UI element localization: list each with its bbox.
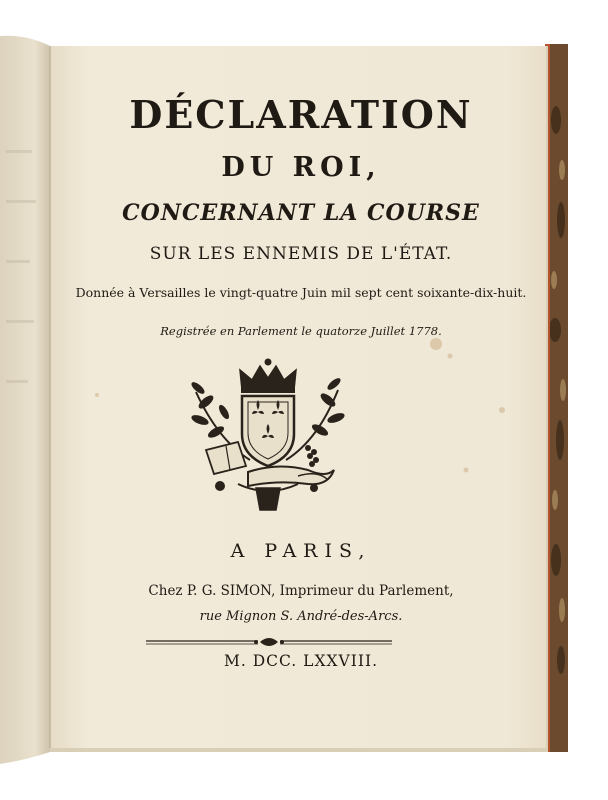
imprint-city: A PARIS,: [230, 540, 372, 562]
title-line-du-roi: DU ROI,: [221, 152, 381, 183]
imprint-street: rue Mignon S. André-des-Arcs.: [199, 609, 403, 624]
registered-line: Registrée en Parlement le quatorze Juillet 1778.: [160, 324, 442, 338]
imprint-printer: Chez P. G. SIMON, Imprimeur du Parlement,: [148, 583, 454, 599]
title-line-course: CONCERNANT LA COURSE: [122, 200, 480, 226]
title-line-declaration: DÉCLARATION: [129, 92, 473, 137]
title-line-ennemis: SUR LES ENNEMIS DE L'ÉTAT.: [149, 244, 453, 264]
imprint-year: M. DCC. LXXVIII.: [223, 652, 379, 670]
left-page: [0, 36, 50, 764]
given-at-versailles-line: Donnée à Versailles le vingt-quatre Juin mil sept cent soixante-dix-huit.: [75, 285, 527, 300]
